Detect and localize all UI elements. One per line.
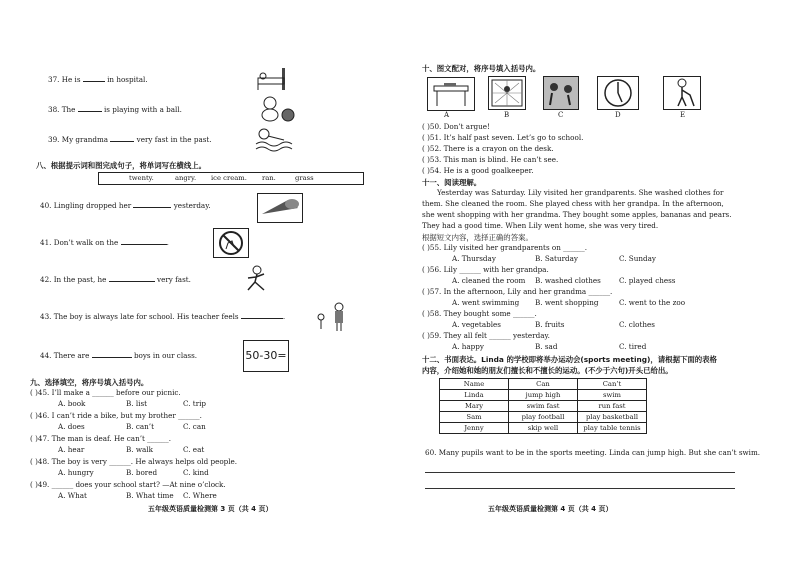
hospital-bed-illustration [254,66,290,92]
picture-label: E [680,111,686,119]
reading-option[interactable]: C. tired [619,342,647,351]
q39: 39. My grandma very fast in the past. [48,135,212,144]
page-footer: 五年级英语质量检测第 4 页（共 4 页） [488,505,613,513]
passage-line: Yesterday was Saturday. Lily visited her grandparents. She washed clothes for [437,188,724,197]
word-item: twenty. [129,174,154,182]
math-hint-box: 50-30= [243,340,289,372]
answer-blank[interactable] [110,134,134,142]
reading-option[interactable]: A. vegetables [452,320,501,329]
mc-option[interactable]: C. Where [183,491,217,500]
reading-option[interactable]: B. Saturday [535,254,578,263]
match-item[interactable]: ( )53. This man is blind. He can’t see. [422,155,559,164]
table-cell: Mary [440,401,509,412]
writing-line[interactable] [425,488,735,489]
table-cell: play football [509,412,578,423]
mc-option[interactable]: C. eat [183,445,205,454]
section-11-heading: 十一、阅读理解。 [422,178,482,187]
reading-option[interactable]: A. happy [452,342,484,351]
table-row [440,390,647,401]
table-cell: skip well [509,423,578,434]
mc-question[interactable]: ( )45. I’ll make a ______ before our picnic. [30,388,181,397]
table-header-cell: Can [509,379,578,390]
mc-option[interactable]: C. trip [183,399,207,408]
section-8-heading: 八、根据提示词和图完成句子，将单词写在横线上。 [36,161,206,170]
reading-question[interactable]: ( )55. Lily visited her grandparents on ______. [422,243,588,252]
picture-argue [543,76,579,110]
table-cell: play basketball [578,412,647,423]
page-footer: 五年级英语质量检测第 3 页（共 4 页） [148,505,273,513]
section-12-instruction: 内容，介绍她和她的朋友们擅长和不擅长的运动。(不少于六句)开头已给出。 [422,366,673,375]
q44: 44. There are boys in our class. [40,351,198,360]
mc-question[interactable]: ( )48. The boy is very ______. He always helps old people. [30,457,238,466]
reading-option[interactable]: C. played chess [619,276,676,285]
word-bank [98,172,364,185]
mc-option[interactable]: A. hear [58,445,85,454]
table-cell: play table tennis [578,423,647,434]
table-cell: run fast [578,401,647,412]
reading-question[interactable]: ( )58. They bought some ______. [422,309,537,318]
reading-question[interactable]: ( )57. In the afternoon, Lily and her grandma ______. [422,287,613,296]
table-header-row [440,379,647,390]
picture-label: C [558,111,564,119]
reading-option[interactable]: B. washed clothes [535,276,601,285]
mc-option[interactable]: B. can’t [126,422,154,431]
table-cell: Linda [440,390,509,401]
mc-option[interactable]: A. does [58,422,85,431]
picture-label: D [615,111,621,119]
section-10-heading: 十、图文配对，将序号填入括号内。 [422,64,541,73]
match-item[interactable]: ( )50. Don’t argue! [422,122,490,131]
table-cell: Jenny [440,423,509,434]
answer-blank[interactable] [133,200,171,208]
reading-option[interactable]: B. fruits [535,320,565,329]
no-walking-on-grass-sign [213,228,249,258]
passage-line: They had a good time. When Lily went home, she was very tired. [422,221,659,230]
word-item: ice cream. [211,174,247,182]
match-item[interactable]: ( )51. It’s half past seven. Let’s go to school. [422,133,584,142]
mc-option[interactable]: A. book [58,399,86,408]
mc-option[interactable]: C. kind [183,468,209,477]
reading-instruction: 根据短文内容，选择正确的答案。 [422,233,533,242]
running-boy-illustration [242,264,272,294]
q41: 41. Don’t walk on the . [40,238,169,247]
answer-blank[interactable] [92,350,132,358]
reading-option[interactable]: A. went swimming [452,298,520,307]
table-header-cell: Can’t [578,379,647,390]
answer-blank[interactable] [78,104,102,112]
right-page [397,0,794,561]
word-item: angry. [175,174,197,182]
reading-option[interactable]: B. sad [535,342,558,351]
writing-line[interactable] [425,472,735,473]
picture-desk [427,77,475,111]
match-item[interactable]: ( )54. He is a good goalkeeper. [422,166,534,175]
q37: 37. He is in hospital. [48,75,148,84]
picture-blind-man [663,76,701,110]
mc-option[interactable]: A. hungry [58,468,94,477]
section-12-heading: 十二、书面表达。Linda 的学校即将举办运动会(sports meeting)，请根据下面的表格 [422,355,717,364]
mc-option[interactable]: B. What time [126,491,174,500]
picture-label: A [444,111,450,119]
reading-question[interactable]: ( )56. Lily ______ with her grandpa. [422,265,549,274]
word-item: ran. [262,174,276,182]
picture-label: B [504,111,510,119]
table-row [440,423,647,434]
table-cell: swim fast [509,401,578,412]
passage-line: she went shopping with her grandma. They bought some apples, bananas and pears. [422,210,732,219]
table-cell: swim [578,390,647,401]
reading-option[interactable]: A. Thursday [452,254,496,263]
mc-question[interactable]: ( )47. The man is deaf. He can’t ______. [30,434,172,443]
mc-option[interactable]: B. bored [126,468,158,477]
dropped-ice-cream-illustration [257,193,303,223]
mc-option[interactable]: B. list [126,399,148,408]
swimming-illustration [254,124,294,154]
table-cell: Sam [440,412,509,423]
answer-blank[interactable] [109,274,155,282]
picture-clock [597,76,639,110]
mc-option[interactable]: C. can [183,422,206,431]
can-cant-table [439,378,647,434]
table-header-cell: Name [440,379,509,390]
mc-option[interactable]: A. What [58,491,87,500]
reading-option[interactable]: C. went to the zoo [619,298,686,307]
reading-question[interactable]: ( )59. They all felt ______ yesterday. [422,331,550,340]
reading-option[interactable]: C. clothes [619,320,655,329]
q38: 38. The is playing with a ball. [48,105,182,114]
mc-question[interactable]: ( )46. I can’t ride a bike, but my brother ______. [30,411,202,420]
answer-blank[interactable] [83,74,105,82]
word-item: grass [295,174,314,182]
table-row [440,412,647,423]
mc-option[interactable]: B. walk [126,445,153,454]
reading-option[interactable]: C. Sunday [619,254,656,263]
passage-line: them. She cleaned the room. She played chess with her grandpa. In the afternoon, [422,199,724,208]
reading-option[interactable]: B. went shopping [535,298,599,307]
section-9-heading: 九、选择填空，将序号填入括号内。 [30,378,149,387]
q42: 42. In the past, he very fast. [40,275,191,284]
teacher-and-boy-illustration [313,301,349,333]
answer-blank[interactable] [241,311,283,319]
q43: 43. The boy is always late for school. His teacher feels . [40,312,286,321]
picture-goalkeeper [488,76,526,110]
reading-option[interactable]: A. cleaned the room [452,276,526,285]
q40: 40. Lingling dropped her yesterday. [40,201,211,210]
match-item[interactable]: ( )52. There is a crayon on the desk. [422,144,554,153]
table-row [440,401,647,412]
mc-question[interactable]: ( )49. ______ does your school start? —At nine o’clock. [30,480,226,489]
table-cell: jump high [509,390,578,401]
baby-with-ball-illustration [258,95,296,123]
q60-prompt: 60. Many pupils want to be in the sports meeting. Linda can jump high. But she can’t swim. [425,448,761,457]
answer-blank[interactable] [121,237,167,245]
